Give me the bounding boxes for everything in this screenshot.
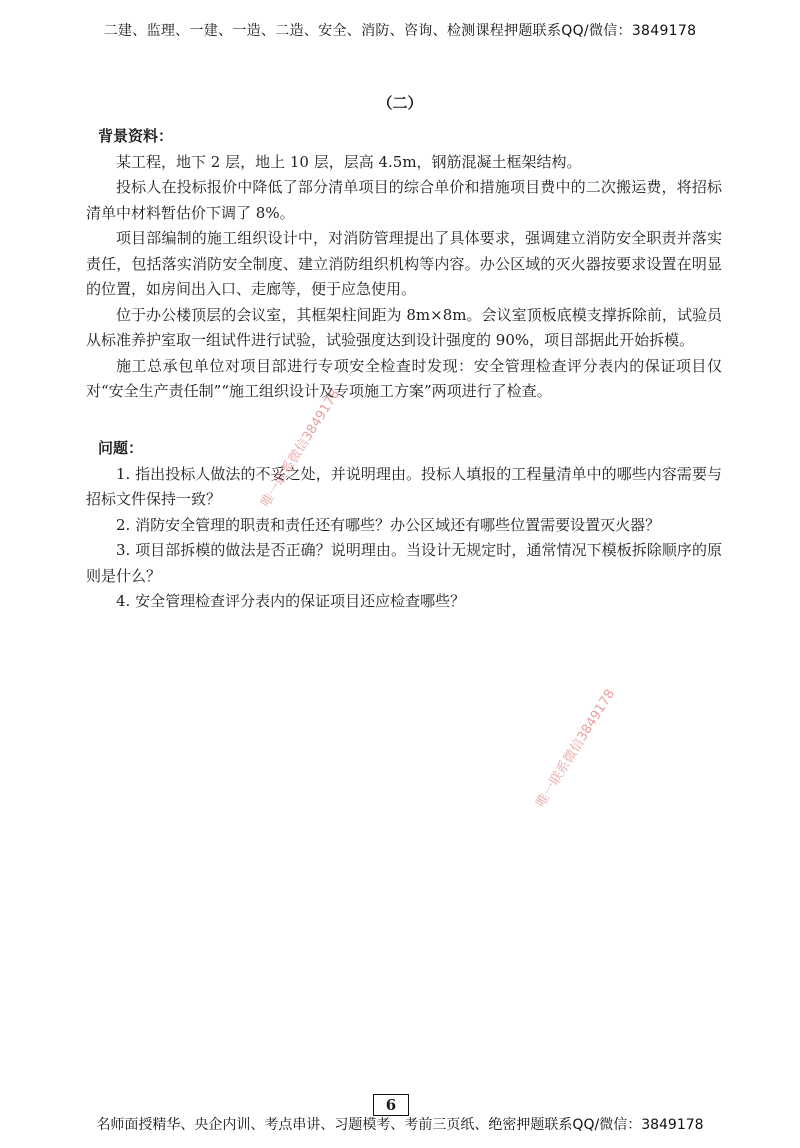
- watermark-text: 唯一联系微信3849178: [533, 686, 619, 811]
- section-number: （二）: [377, 94, 423, 112]
- question-item: 3. 项目部拆模的做法是否正确？说明理由。当设计无规定时，通常情况下模板拆除顺序的原则是什么？: [86, 541, 722, 585]
- background-paragraph: 施工总承包单位对项目部进行专项安全检查时发现：安全管理检查评分表内的保证项目仅对“安全生产责任制”“施工组织设计及专项施工方案”两项进行了检查。: [86, 356, 722, 400]
- question-item: 4. 安全管理检查评分表内的保证项目还应检查哪些？: [116, 592, 466, 610]
- background-heading: 背景资料：: [98, 127, 174, 145]
- footer-promo-text: 名师面授精华、央企内训、考点串讲、习题模考、考前三页纸、绝密押题联系QQ/微信：3849178: [96, 1117, 704, 1133]
- background-paragraph: 项目部编制的施工组织设计中，对消防管理提出了具体要求，强调建立消防安全职责并落实责任，包括落实消防安全制度、建立消防组织机构等内容。办公区域的灭火器按要求设置在明显的位置，如房间出入口、走廊等，便于应急使用。: [86, 229, 722, 298]
- question-item: 1. 指出投标人做法的不妥之处，并说明理由。投标人填报的工程量清单中的哪些内容需要与招标文件保持一致？: [86, 464, 722, 508]
- background-paragraph: 位于办公楼顶层的会议室，其框架柱间距为 8m×8m。会议室顶板底模支撑拆除前，试验员从标准养护室取一组试件进行试验，试验强度达到设计强度的 90%，项目部据此开始拆模。: [86, 305, 722, 349]
- watermark-text: 唯一联系微信3849178: [258, 386, 344, 511]
- questions-section: [86, 436, 722, 615]
- questions-heading: 问题：: [98, 439, 144, 457]
- background-paragraph: 投标人在投标报价中降低了部分清单项目的综合单价和措施项目费中的二次搬运费，将招标清单中材料暂估价下调了 8%。: [86, 178, 722, 222]
- question-item: 2. 消防安全管理的职责和责任还有哪些？办公区域还有哪些位置需要设置灭火器？: [116, 515, 661, 534]
- background-paragraph: 某工程，地下 2 层，地上 10 层，层高 4.5m，钢筋混凝土框架结构。: [116, 152, 582, 171]
- background-section: [86, 124, 722, 405]
- header-promo-text: 二建、监理、一建、一造、二造、安全、消防、咨询、检测课程押题联系QQ/微信：3849178: [103, 23, 697, 39]
- page-number: 6: [373, 1094, 409, 1116]
